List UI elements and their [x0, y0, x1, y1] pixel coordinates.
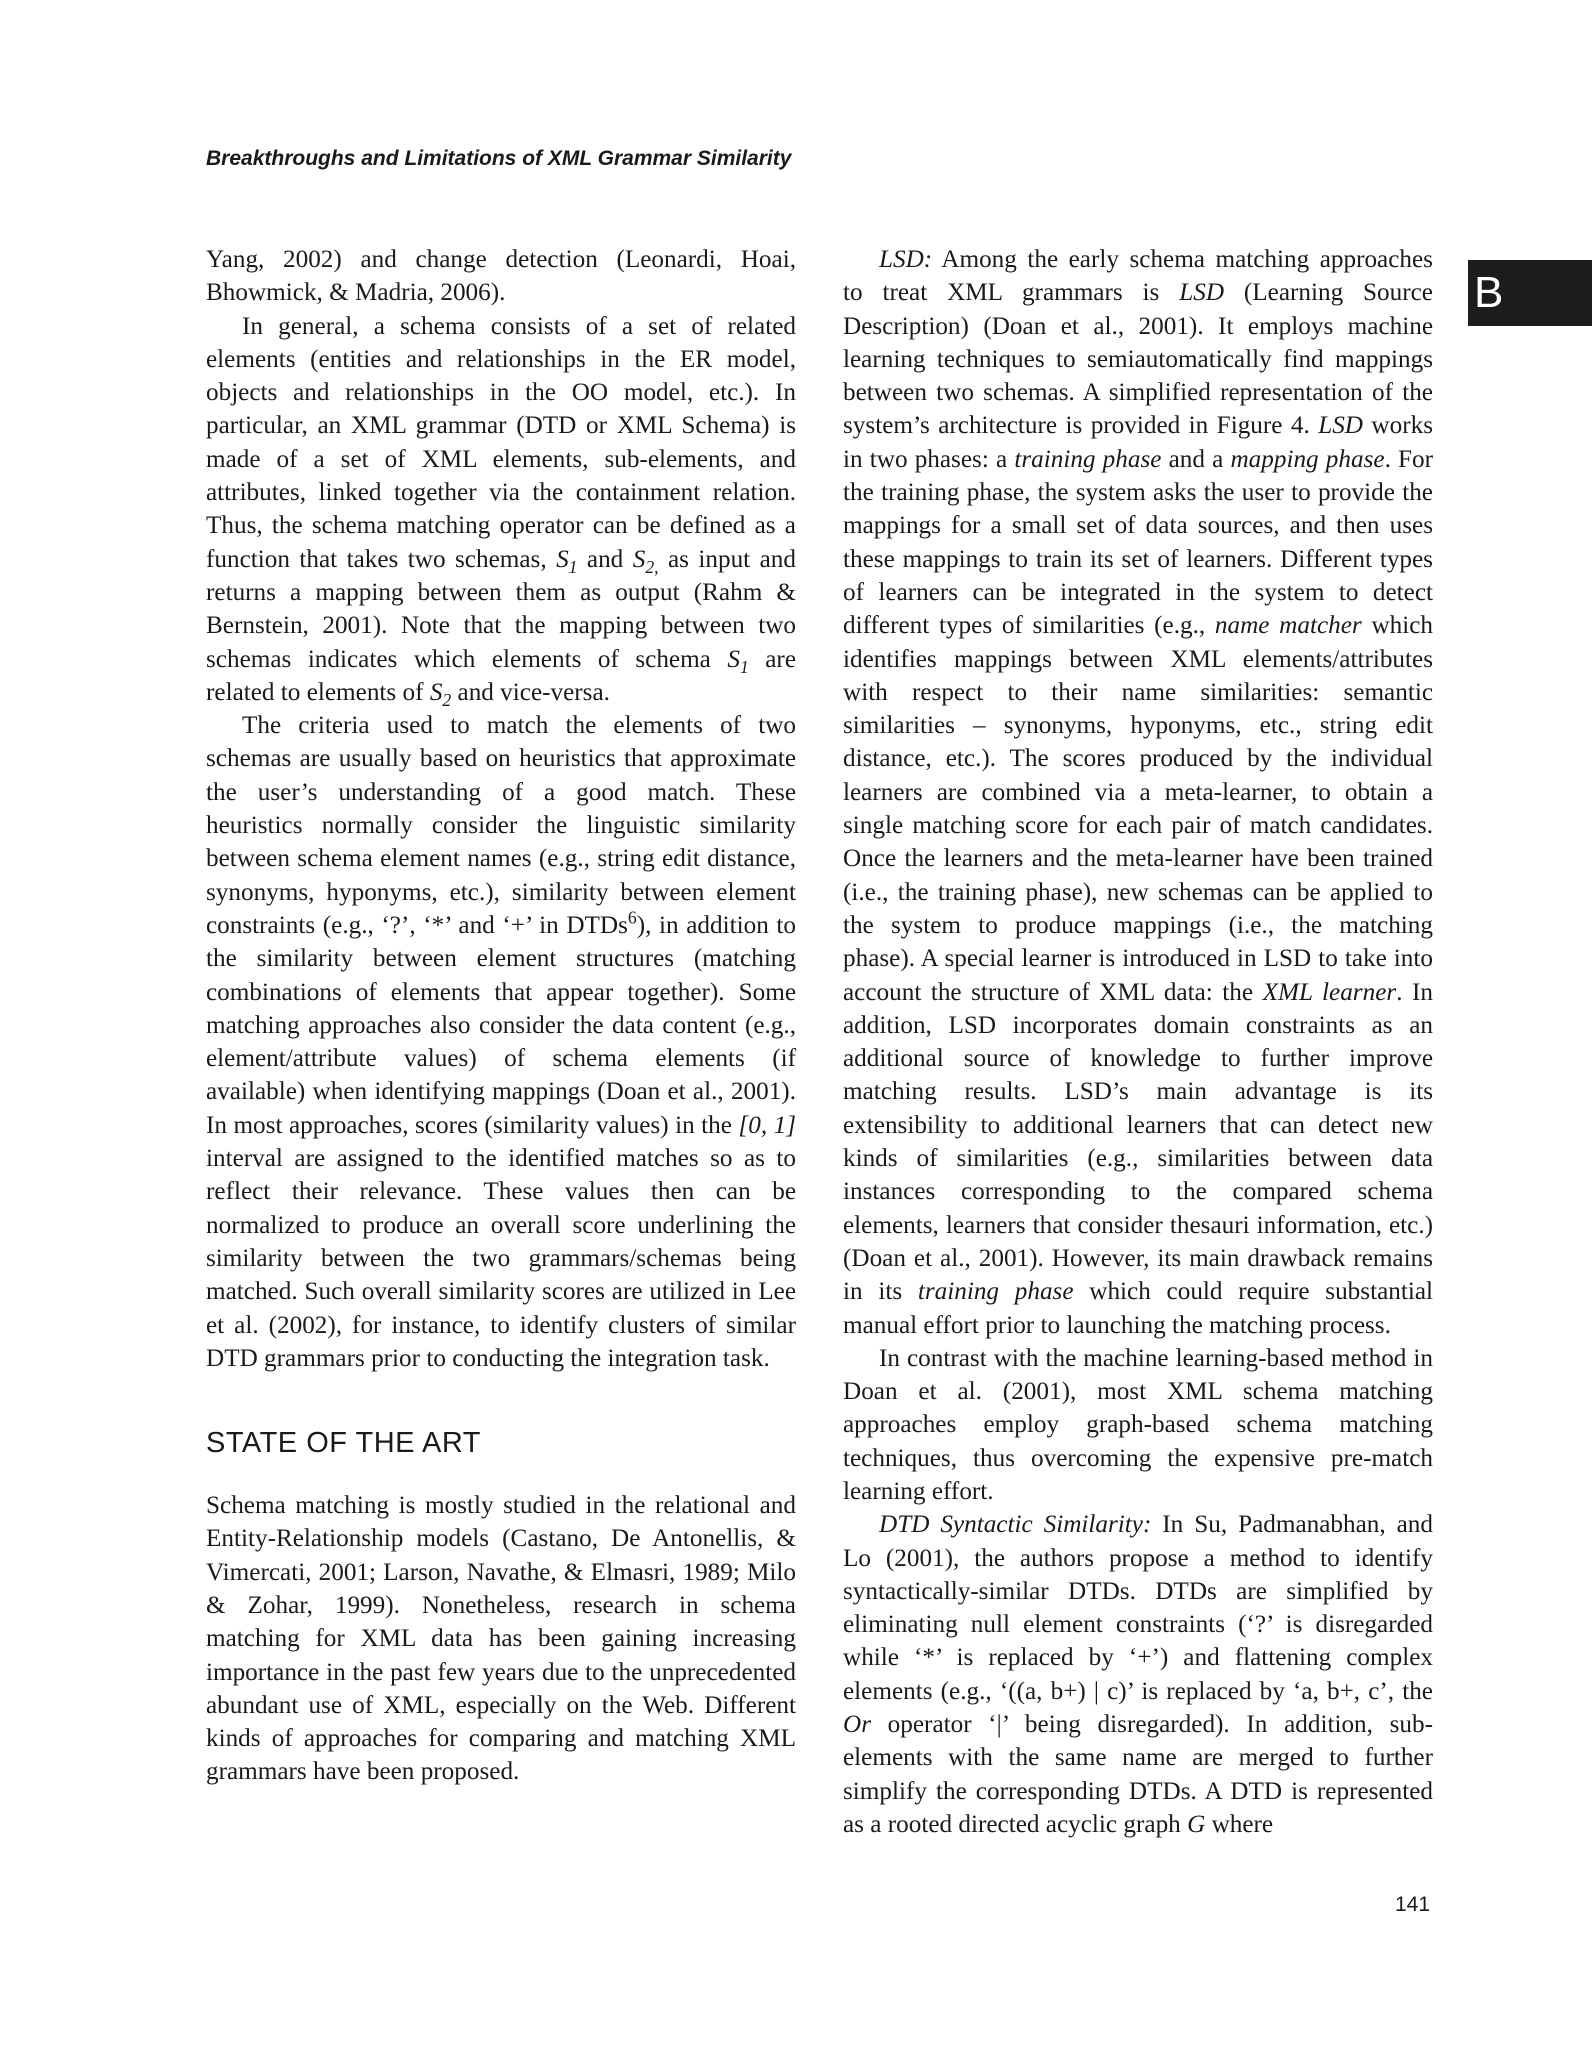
paragraph: LSD: Among the early schema matching approaches to treat XML grammars is LSD (Learning Source Description) (Doan et al., 2001). It employs machine learning techniques to semiautomatically find mappings between two schemas. A simplified representation of the system’s architecture is provided in Figure 4. LSD works in two phases: a training phase and a mapping phase. For the training phase, the system asks the user to provide the mappings for a small set of data sources, and then uses these mappings to train its set of learners. Different types of learners can be integrated in the system to detect different types of similarities (e.g., name matcher which identifies mappings between XML elements/attributes with respect to their name similarities: semantic similarities – synonyms, hyponyms, etc., string edit distance, etc.). The scores produced by the individual learners are combined via a meta-learner, to obtain a single matching score for each pair of match candidates. Once the learners and the meta-learner have been trained (i.e., the training phase), new schemas can be applied to the system to produce mappings (i.e., the matching phase). A special learner is introduced in LSD to take into account the structure of XML data: the XML learner. In addition, LSD incorporates domain constraints as an additional source of knowledge to further improve matching results. LSD’s main advantage is its extensibility to additional learners that can detect new kinds of similarities (e.g., similarities between data instances corresponding to the compared schema elements, learners that consider thesauri information, etc.) (Doan et al., 2001). However, its main drawback remains in its training phase which could require substantial manual effort prior to launching the matching process.	[843, 246, 1434, 1339]
paragraph: Yang, 2002) and change detection (Leonardi, Hoai, Bhowmick, & Madria, 2006).	[206, 246, 796, 307]
page-number: 141	[1395, 1893, 1431, 1916]
section-tab-letter: B	[1474, 268, 1504, 317]
paragraph: DTD Syntactic Similarity: In Su, Padmanabhan, and Lo (2001), the authors propose a method to identify syntactically-similar DTDs. DTDs are simplified by eliminating null element constraints (‘?’ is disregarded while ‘*’ is replaced by ‘+’) and flattening complex elements (e.g., ‘((a, b+) | c)’ is replaced by ‘a, b+, c’, the Or operator ‘|’ being disregarded). In addition, sub-elements with the same name are merged to further simplify the corresponding DTDs. A DTD is represented as a rooted directed acyclic graph G where	[843, 1511, 1433, 1838]
section-tab	[1468, 260, 1592, 326]
paragraph: In contrast with the machine learning-based method in Doan et al. (2001), most XML schema matching approaches employ graph-based schema matching techniques, thus overcoming the expensive pre-match learning effort.	[843, 1344, 1433, 1505]
paragraph: In general, a schema consists of a set of related elements (entities and relationships in the ER model, objects and relationships in the OO model, etc.). In particular, an XML grammar (DTD or XML Schema) is made of a set of XML elements, sub-elements, and attributes, linked together via the containment relation. Thus, the schema matching operator can be defined as a function that takes two schemas, $S_1$ and $S_{2,}$ as input and returns a mapping between them as output (Rahm & Bernstein, 2001). Note that the mapping between two schemas indicates which elements of schema $S_1$ are related to elements of $S_2$ and vice-versa.	[206, 312, 796, 710]
right-column	[843, 243, 1433, 1841]
left-column	[206, 243, 796, 1789]
section-heading: STATE OF THE ART	[206, 1427, 481, 1460]
paragraph: Schema matching is mostly studied in the relational and Entity-Relationship models (Castano, De Antonellis, & Vimercati, 2001; Larson, Navathe, & Elmasri, 1989; Milo & Zohar, 1999). Nonetheless, research in schema matching for XML data has been gaining increasing importance in the past few years due to the unprecedented abundant use of XML, especially on the Web. Different kinds of approaches for comparing and matching XML grammars have been proposed.	[206, 1492, 796, 1786]
paragraph: The criteria used to match the elements of two schemas are usually based on heuristics that approximate the user’s understanding of a good match. These heuristics normally consider the linguistic similarity between schema element names (e.g., string edit distance, synonyms, hyponyms, etc.), similarity between element constraints (e.g., ‘?’, ‘*’ and ‘+’ in DTDs$^6$), in addition to the similarity between element structures (matching combinations of elements that appear together). Some matching approaches also consider the data content (e.g., element/attribute values) of schema elements (if available) when identifying mappings (Doan et al., 2001). In most approaches, scores (similarity values) in the [0, 1] interval are assigned to the identified matches so as to reflect their relevance. These values then can be normalized to produce an overall score underlining the similarity between the two grammars/schemas being matched. Such overall similarity scores are utilized in Lee et al. (2002), for instance, to identify clusters of similar DTD grammars prior to conducting the integration task.	[206, 712, 796, 1372]
running-title: Breakthroughs and Limitations of XML Grammar Similarity	[206, 147, 792, 170]
